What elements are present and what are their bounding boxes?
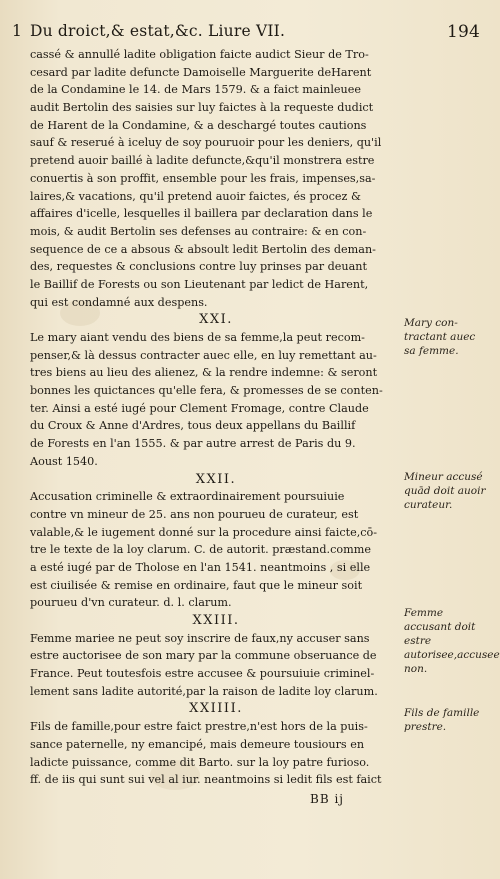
margin-note: Mary con-tractant auec sa femme. bbox=[404, 317, 476, 357]
text-line: de Forests en l'an 1555. & par autre arrest de Paris du 9. bbox=[30, 437, 356, 451]
folio-number: 194 bbox=[446, 22, 480, 42]
section-heading: XXII. bbox=[195, 471, 237, 487]
text-line: mois, & audit Bertolin ses defenses au contraire: & en con- bbox=[30, 224, 367, 238]
text-line: Accusation criminelle & extraordinairement poursuiuie bbox=[30, 490, 345, 504]
text-line: cassé & annullé ladite obligation faicte audict Sieur de Tro- bbox=[30, 48, 369, 61]
text-line: le Baillif de Forests ou son Lieutenant par ledict de Harent, bbox=[30, 277, 369, 291]
text-line: sauf & reserué à iceluy de soy pouruoir pour les deniers, qu'il bbox=[30, 136, 382, 150]
text-line: France. Peut toutesfois estre accusee & poursuiuie criminel- bbox=[30, 667, 375, 681]
running-title: Du droict,& estat,&c. Liure VII. bbox=[30, 22, 286, 40]
text-line: Le mary aiant vendu des biens de sa femme,la peut recom- bbox=[30, 331, 365, 344]
text-line: de Harent de la Condamine, & a deschargé toutes cautions bbox=[30, 118, 367, 132]
text-line: penser,& là dessus contracter auec elle, en luy remettant au- bbox=[30, 348, 377, 362]
text-line: Femme mariee ne peut soy inscrire de faux,ny accuser sans bbox=[30, 631, 370, 645]
volume-number: 1 bbox=[12, 22, 23, 40]
text-line: ff. de iis qui sunt sui vel al iur. neantmoins si ledit fils est faict bbox=[30, 773, 382, 787]
text-line: qui est condamné aux despens. bbox=[30, 295, 208, 309]
margin-note: Mineur accusé quād doit auoir curateur. bbox=[404, 471, 486, 511]
section-heading: XXIIII. bbox=[189, 701, 243, 717]
text-line: du Croux & Anne d'Ardres, tous deux appellans du Baillif bbox=[30, 419, 356, 433]
text-line: sequence de ce a absous & absoult ledit Bertolin des deman- bbox=[30, 242, 376, 256]
margin-note: Fils de famille prestre. bbox=[404, 707, 480, 733]
text-line: sance paternelle, ny emancipé, mais demeure tousiours en bbox=[30, 737, 365, 751]
text-line: contre vn mineur de 25. ans non pourueu de curateur, est bbox=[30, 507, 359, 521]
text-line: conuertis à son proffit, ensemble pour les frais, impenses,sa- bbox=[30, 171, 376, 185]
text-line: audit Bertolin des saisies sur luy faictes à la requeste dudict bbox=[30, 101, 374, 115]
text-line: cesard par ladite defuncte Damoiselle Marguerite deHarent bbox=[30, 65, 372, 79]
text-line: a esté iugé par de Tholose en l'an 1541. neantmoins , si elle bbox=[30, 560, 371, 574]
margin-note: Femme accusant doit estre autorisee,accusee non. bbox=[404, 607, 500, 675]
text-line: laires,& vacations, qu'il pretend auoir faictes, és procez & bbox=[30, 189, 361, 203]
text-line: des, requestes & conclusions contre luy prinses par deuant bbox=[30, 260, 368, 274]
text-line: valable,& le iugement donné sur la procedure ainsi faicte,cō- bbox=[30, 525, 378, 539]
text-line: lement sans ladite autorité,par la raison de ladite loy clarum. bbox=[30, 684, 378, 698]
text-line: de la Condamine le 14. de Mars 1579. & a faict mainleuee bbox=[30, 83, 361, 97]
text-line: Fils de famille,pour estre faict prestre,n'est hors de la puis- bbox=[30, 720, 368, 734]
text-line: ladicte puissance, comme dit Barto. sur la loy patre furioso. bbox=[30, 755, 370, 769]
text-line: ter. Ainsi a esté iugé pour Clement Fromage, contre Claude bbox=[30, 401, 369, 415]
text-line: Aoust 1540. bbox=[30, 454, 98, 468]
text-line: est ciuilisée & remise en ordinaire, faut que le mineur soit bbox=[30, 578, 363, 592]
text-line: pourueu d'vn curateur. d. l. clarum. bbox=[30, 596, 232, 610]
signature-mark: BB ij bbox=[310, 792, 345, 806]
section-heading: XXI. bbox=[199, 312, 233, 328]
body-text bbox=[30, 46, 402, 789]
section-heading: XXIII. bbox=[192, 613, 240, 628]
text-line: tre le texte de la loy clarum. C. de autorit. præstand.comme bbox=[30, 543, 371, 557]
text-line: affaires d'icelle, lesquelles il baillera par declaration dans le bbox=[30, 207, 373, 221]
text-line: estre auctorisee de son mary par la commune obseruance de bbox=[30, 649, 377, 663]
text-line: bonnes les quictances qu'elle fera, & promesses de se conten- bbox=[30, 384, 383, 398]
text-line: tres biens au lieu des alienez, & la rendre indemne: & seront bbox=[30, 366, 378, 380]
text-line: pretend auoir baillé à ladite defuncte,&qu'il monstrera estre bbox=[30, 154, 375, 168]
